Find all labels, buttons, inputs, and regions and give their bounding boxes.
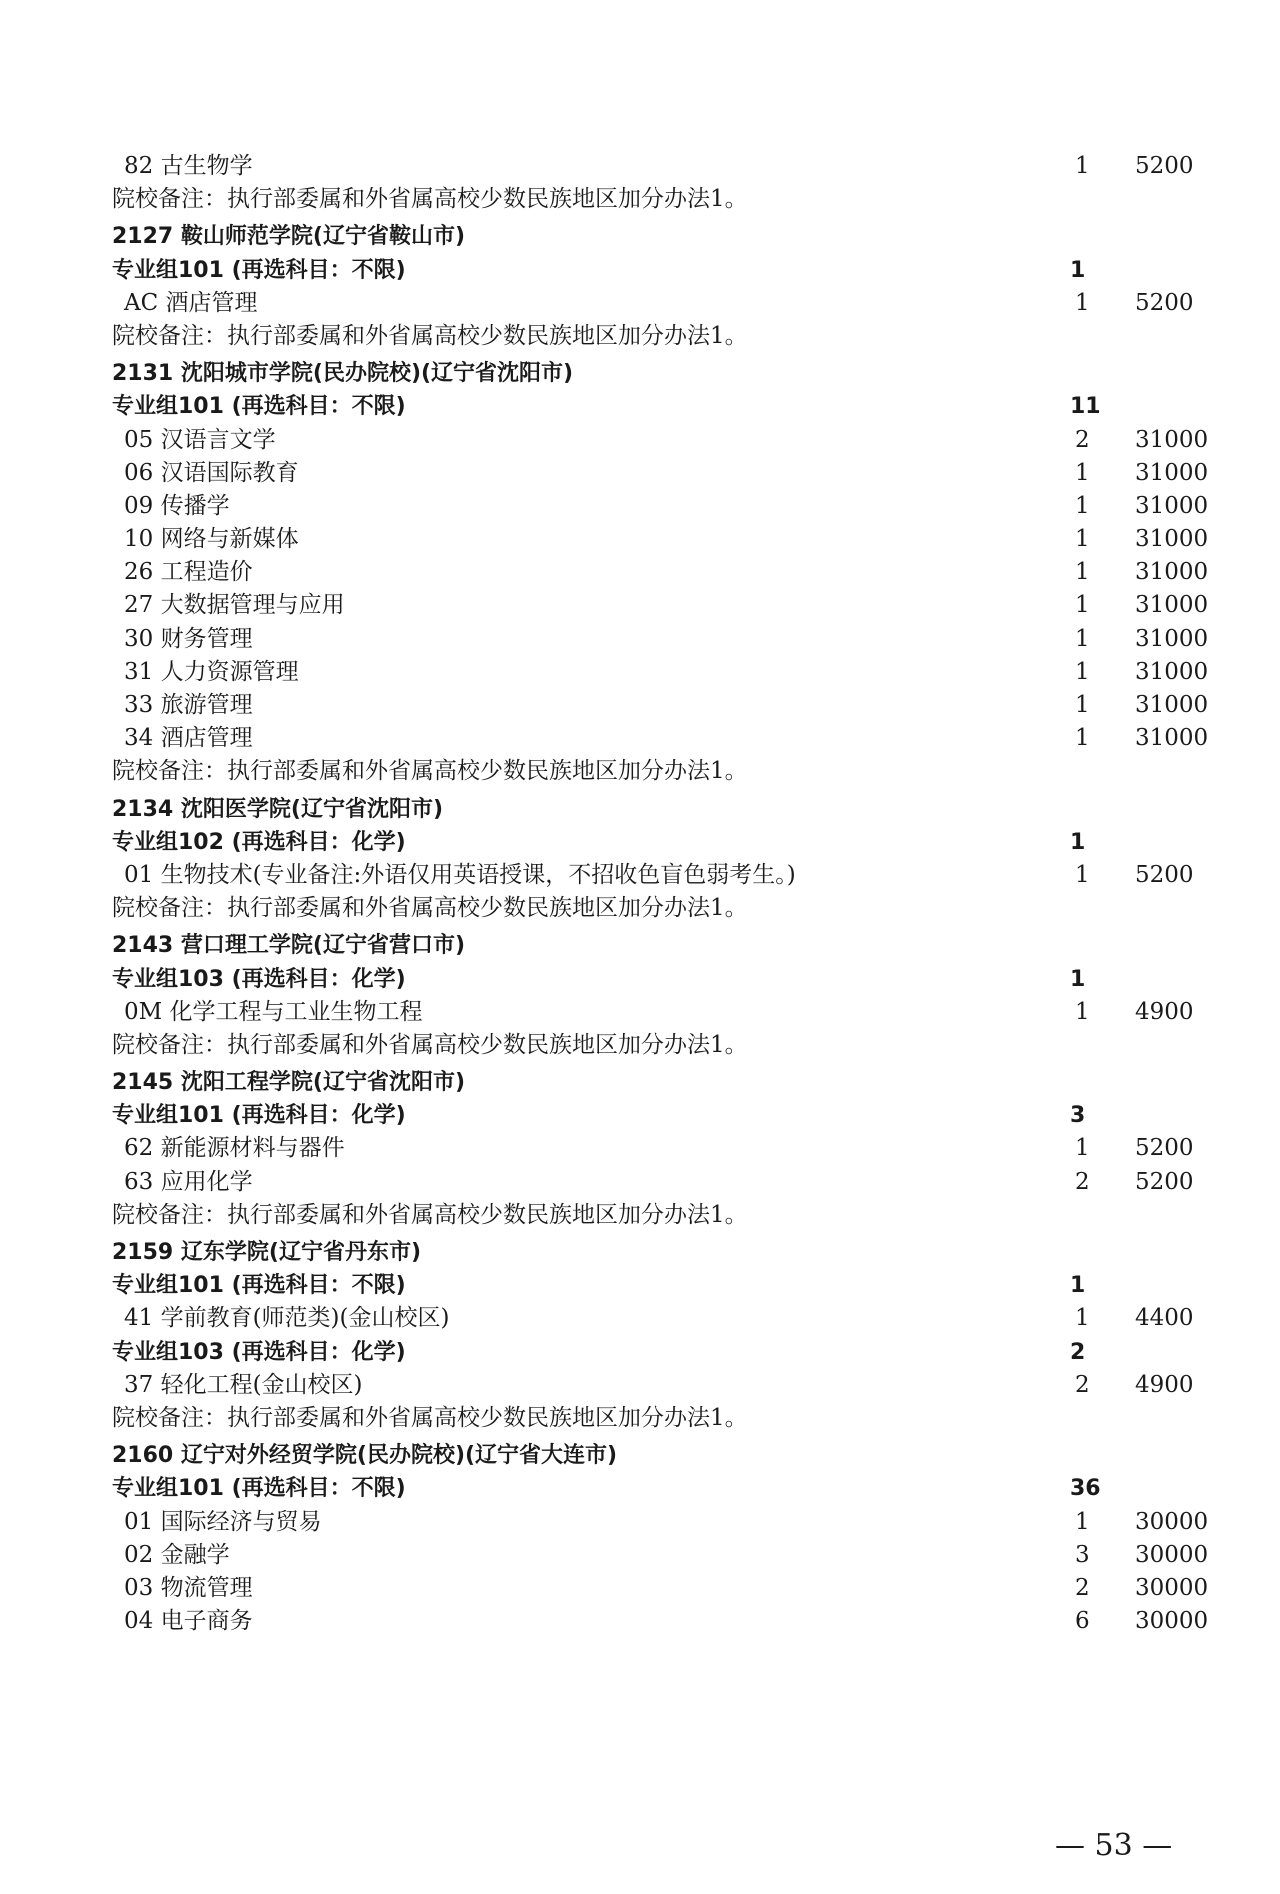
plan-count: 1 [1075,998,1090,1025]
note-text: 院校备注：执行部委属和外省属高校少数民族地区加分办法1。 [112,895,748,922]
tuition-fee: 31000 [1135,459,1209,486]
plan-count: 11 [1070,394,1101,420]
tuition-fee: 4400 [1135,1305,1194,1332]
major-row [112,556,1212,589]
major-text: 03 物流管理 [124,1574,253,1601]
major-text: 82 古生物学 [124,153,253,179]
plan-count: 1 [1075,625,1090,652]
school-text: 2159 辽东学院(辽宁省丹东市) [112,1240,421,1265]
group-text: 专业组101 (再选科目：不限) [112,394,406,420]
major-row [112,1605,1212,1638]
tuition-fee: 30000 [1135,1508,1209,1535]
school-text: 2160 辽宁对外经贸学院(民办院校)(辽宁省大连市) [112,1443,618,1469]
major-row [112,490,1212,523]
tuition-fee: 31000 [1135,658,1209,685]
school-note [112,1029,1212,1062]
major-group-heading [112,826,1212,859]
plan-count: 1 [1075,1508,1090,1535]
group-text: 专业组101 (再选科目：不限) [112,1273,406,1299]
major-row [112,1132,1212,1165]
major-text: 09 传播学 [124,492,230,519]
tuition-fee: 5200 [1135,153,1194,179]
tuition-fee: 5200 [1135,861,1194,888]
major-text: AC 酒店管理 [124,289,258,316]
major-text: 05 汉语言文学 [124,426,276,453]
plan-count: 1 [1075,725,1090,752]
major-text: 62 新能源材料与器件 [124,1135,345,1162]
plan-count: 1 [1075,692,1090,718]
plan-count: 1 [1075,559,1090,586]
major-row [112,689,1212,722]
school-note [112,1402,1212,1435]
group-text: 专业组101 (再选科目：不限) [112,257,406,283]
major-group-heading [112,1269,1212,1302]
school-heading [112,793,1212,826]
tuition-fee: 31000 [1135,492,1209,519]
school-text: 2143 营口理工学院(辽宁省营口市) [112,933,465,959]
major-row [112,722,1212,755]
major-row [112,996,1212,1029]
plan-count: 2 [1075,1371,1090,1398]
major-group-heading [112,963,1212,996]
tuition-fee: 31000 [1135,592,1209,619]
plan-count: 1 [1075,492,1090,519]
group-text: 专业组101 (再选科目：化学) [112,1103,406,1129]
school-heading [112,1439,1212,1472]
school-note [112,183,1212,216]
group-text: 专业组102 (再选科目：化学) [112,829,406,855]
plan-count: 1 [1070,257,1086,283]
major-row [112,1539,1212,1572]
major-row [112,1572,1212,1605]
page-number: — 53 — [1055,1828,1173,1863]
tuition-fee: 5200 [1135,289,1194,316]
major-text: 01 国际经济与贸易 [124,1508,322,1535]
major-text: 37 轻化工程(金山校区) [124,1371,363,1398]
school-note [112,755,1212,788]
major-text: 04 电子商务 [124,1608,253,1635]
school-text: 2127 鞍山师范学院(辽宁省鞍山市) [112,224,465,250]
group-text: 专业组101 (再选科目：不限) [112,1476,406,1502]
group-text: 专业组103 (再选科目：化学) [112,966,406,992]
tuition-fee: 31000 [1135,725,1209,752]
tuition-fee: 31000 [1135,426,1209,453]
major-row [112,457,1212,490]
tuition-fee: 5200 [1135,1168,1194,1195]
tuition-fee: 4900 [1135,1371,1194,1398]
plan-count: 1 [1075,289,1090,316]
major-row [112,1166,1212,1199]
major-text: 33 旅游管理 [124,692,253,718]
plan-count: 1 [1070,829,1086,855]
major-row [112,424,1212,457]
tuition-fee: 5200 [1135,1135,1194,1162]
note-text: 院校备注：执行部委属和外省属高校少数民族地区加分办法1。 [112,758,748,785]
school-text: 2134 沈阳医学院(辽宁省沈阳市) [112,796,443,822]
school-heading [112,1236,1212,1269]
school-heading [112,357,1212,390]
plan-count: 1 [1075,861,1090,888]
major-row [112,656,1212,689]
school-heading [112,1066,1212,1099]
major-row [112,523,1212,556]
note-text: 院校备注：执行部委属和外省属高校少数民族地区加分办法1。 [112,1031,748,1058]
plan-count: 3 [1070,1103,1086,1129]
plan-count: 36 [1070,1476,1101,1502]
major-row [112,1302,1212,1335]
major-group-heading [112,390,1212,423]
major-group-heading [112,254,1212,287]
note-text: 院校备注：执行部委属和外省属高校少数民族地区加分办法1。 [112,1404,748,1431]
major-group-heading [112,1472,1212,1505]
major-text: 63 应用化学 [124,1168,253,1195]
major-group-heading [112,1336,1212,1369]
plan-count: 3 [1075,1541,1090,1568]
major-row [112,150,1212,183]
plan-count: 1 [1075,459,1090,486]
major-row [112,1506,1212,1539]
major-text: 34 酒店管理 [124,725,253,752]
school-note [112,892,1212,925]
school-note [112,1199,1212,1232]
plan-count: 1 [1070,1273,1086,1299]
plan-count: 2 [1075,1574,1090,1601]
plan-count: 2 [1070,1339,1086,1365]
school-note [112,320,1212,353]
major-text: 41 学前教育(师范类)(金山校区) [124,1305,450,1332]
tuition-fee: 31000 [1135,559,1209,586]
plan-count: 1 [1075,153,1090,179]
tuition-fee: 31000 [1135,526,1209,553]
tuition-fee: 31000 [1135,692,1209,718]
plan-count: 1 [1070,966,1086,992]
major-group-heading [112,1099,1212,1132]
school-text: 2131 沈阳城市学院(民办院校)(辽宁省沈阳市) [112,361,574,387]
note-text: 院校备注：执行部委属和外省属高校少数民族地区加分办法1。 [112,1201,748,1228]
plan-count: 1 [1075,526,1090,553]
note-text: 院校备注：执行部委属和外省属高校少数民族地区加分办法1。 [112,322,748,349]
plan-count: 2 [1075,1168,1090,1195]
plan-count: 1 [1075,658,1090,685]
major-row [112,859,1212,892]
plan-count: 6 [1075,1608,1090,1635]
note-text: 院校备注：执行部委属和外省属高校少数民族地区加分办法1。 [112,186,748,213]
major-row [112,287,1212,320]
document-body [112,150,1212,1638]
group-text: 专业组103 (再选科目：化学) [112,1339,406,1365]
plan-count: 1 [1075,592,1090,619]
major-text: 06 汉语国际教育 [124,459,299,486]
plan-count: 1 [1075,1305,1090,1332]
tuition-fee: 30000 [1135,1574,1209,1601]
school-heading [112,929,1212,962]
plan-count: 1 [1075,1135,1090,1162]
tuition-fee: 30000 [1135,1541,1209,1568]
tuition-fee: 4900 [1135,998,1194,1025]
major-row [112,1369,1212,1402]
major-row [112,589,1212,622]
tuition-fee: 31000 [1135,625,1209,652]
major-text: 01 生物技术(专业备注:外语仅用英语授课，不招收色盲色弱考生。) [124,861,796,888]
major-text: 31 人力资源管理 [124,658,299,685]
major-text: 10 网络与新媒体 [124,526,299,553]
school-heading [112,220,1212,253]
major-text: 0M 化学工程与工业生物工程 [124,998,423,1025]
major-row [112,623,1212,656]
major-text: 26 工程造价 [124,559,253,586]
major-text: 30 财务管理 [124,625,253,652]
tuition-fee: 30000 [1135,1608,1209,1635]
major-text: 27 大数据管理与应用 [124,592,345,619]
school-text: 2145 沈阳工程学院(辽宁省沈阳市) [112,1070,465,1096]
major-text: 02 金融学 [124,1541,230,1568]
plan-count: 2 [1075,426,1090,453]
